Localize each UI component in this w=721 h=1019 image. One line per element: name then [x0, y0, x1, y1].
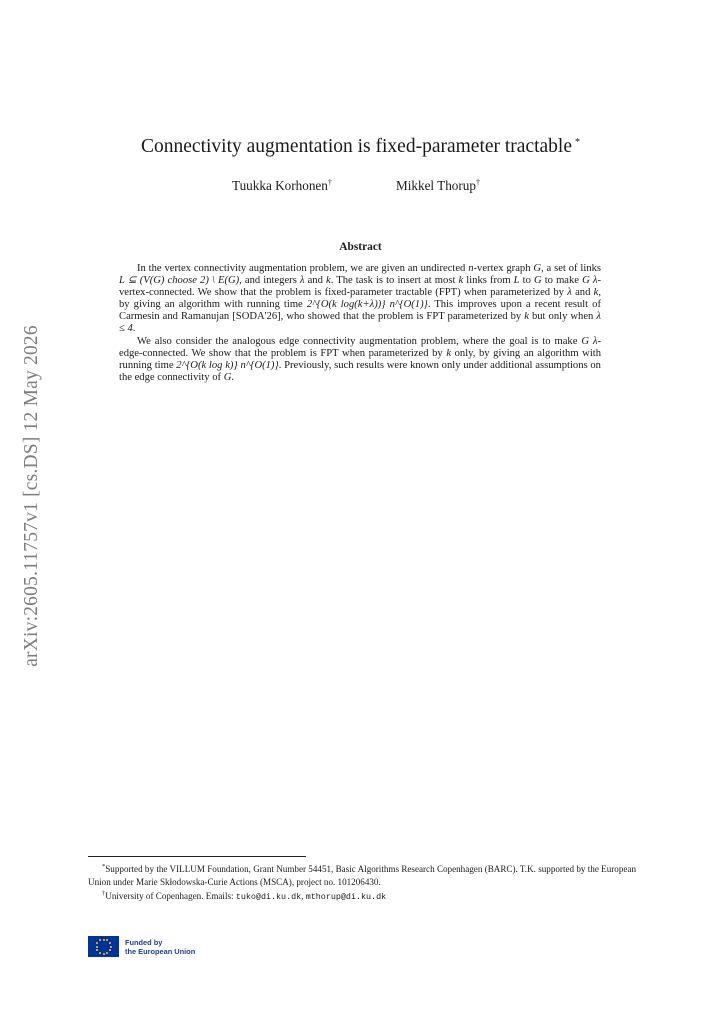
author-2 — [396, 178, 480, 194]
eu-star-icon — [99, 939, 101, 941]
footnotes — [88, 861, 636, 904]
abstract-heading: Abstract — [339, 241, 382, 253]
eu-funding-text — [125, 938, 195, 956]
eu-star-icon — [106, 939, 108, 941]
arxiv-identifier-stamp — [2, 296, 62, 696]
footnote-divider — [88, 856, 306, 857]
paper-title — [0, 136, 721, 158]
eu-star-icon — [103, 939, 105, 941]
title-footnote-mark: * — [575, 137, 580, 148]
eu-star-icon — [96, 949, 98, 951]
eu-star-icon — [103, 953, 105, 955]
eu-star-icon — [96, 946, 98, 948]
eu-star-icon — [106, 952, 108, 954]
author-name: Mikkel Thorup — [396, 178, 476, 193]
title-text: Connectivity augmentation is fixed-parameter tractable — [141, 136, 572, 157]
eu-star-icon — [110, 946, 112, 948]
author-1 — [232, 178, 332, 194]
footnote-affiliation: †University of Copenhagen. Emails: tuko@di.ku.dk, mthorup@di.ku.dk — [102, 890, 387, 903]
eu-star-icon — [96, 942, 98, 944]
eu-funding-logo — [88, 936, 195, 957]
eu-star-icon — [109, 949, 111, 951]
arxiv-stamp-text: arXiv:2605.11757v1 [cs.DS] 12 May 2026 — [21, 325, 42, 667]
eu-flag-icon — [88, 936, 119, 957]
abstract-paragraph-1: In the vertex connectivity augmentation problem, we are given an undirected n-vertex graph G, a set of links L ⊆ (V(G) choose 2) \ E(G), and integers λ and k. The task is to insert at most k links from L to G to make G λ-vertex-connected. We show that the problem is fixed-parameter tractable (FPT) when parameterized by λ and k, by giving an algorithm with running time 2^{O(k log(k+λ))} n^{O(1)}. This improves upon a recent result of Carmesin and Ramanujan [SODA'26], who showed that the problem is FPT parameterized by k but only when λ ≤ 4. — [119, 263, 602, 335]
eu-star-icon — [109, 942, 111, 944]
author-affiliation-mark: † — [327, 178, 332, 187]
abstract-paragraph-2: We also consider the analogous edge connectivity augmentation problem, where the goal is to make G λ-edge-connected. We show that the problem is FPT when parameterized by k only, by giving an algorithm with running time 2^{O(k log k)} n^{O(1)}. Previously, such results were known only under additional assumptions on the edge connectivity of G. — [119, 335, 601, 383]
email-link-2[interactable]: mthorup@di.ku.dk — [305, 892, 387, 903]
author-affiliation-mark: † — [475, 178, 480, 187]
author-name: Tuukka Korhonen — [232, 178, 328, 193]
eu-text-line-1: Funded by — [125, 937, 163, 947]
abstract-body — [119, 263, 601, 384]
eu-text-line-2: the European Union — [125, 946, 196, 956]
eu-star-icon — [99, 952, 101, 954]
footnote-funding: *Supported by the VILLUM Foundation, Grant Number 54451, Basic Algorithms Research Copenhagen (BARC). T.K. supported by the European Union under Marie Skłodowska-Curie Actions (MSCA), project no. 101206430. — [88, 863, 636, 887]
email-link-1[interactable]: tuko@di.ku.dk — [235, 892, 302, 903]
